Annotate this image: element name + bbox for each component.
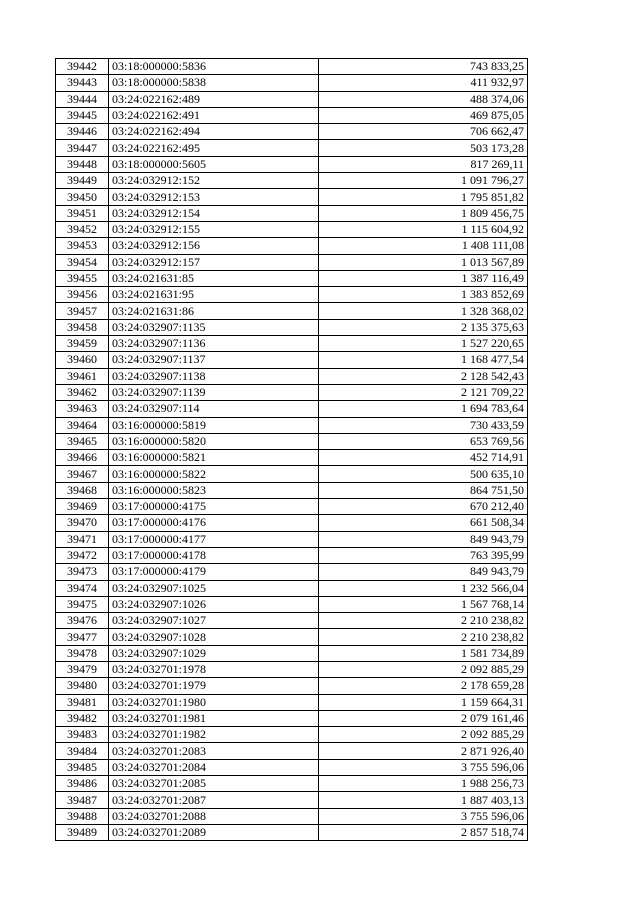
row-number-cell: 39450: [56, 189, 109, 205]
cadastral-number-cell: 03:24:032701:1978: [109, 661, 319, 677]
cadastral-number-cell: 03:16:000000:5819: [109, 417, 319, 433]
row-number-cell: 39451: [56, 205, 109, 221]
cadastral-number-cell: 03:24:032907:114: [109, 401, 319, 417]
cadastral-number-cell: 03:24:032701:1980: [109, 694, 319, 710]
row-number-cell: 39455: [56, 270, 109, 286]
cadastral-number-cell: 03:24:032907:1139: [109, 384, 319, 400]
table-row: [56, 368, 528, 384]
row-number-cell: 39452: [56, 221, 109, 237]
cadastral-number-cell: 03:24:032907:1025: [109, 580, 319, 596]
cadastral-number-cell: 03:24:032701:2087: [109, 792, 319, 808]
cadastral-number-cell: 03:24:021631:86: [109, 303, 319, 319]
cadastral-value-cell: 661 508,34: [319, 515, 528, 531]
table-row: [56, 189, 528, 205]
table-row: [56, 792, 528, 808]
cadastral-number-cell: 03:24:032912:152: [109, 173, 319, 189]
cadastral-value-cell: 817 269,11: [319, 156, 528, 172]
row-number-cell: 39449: [56, 173, 109, 189]
table-row: [56, 661, 528, 677]
cadastral-number-cell: 03:18:000000:5838: [109, 75, 319, 91]
cadastral-value-cell: 1 567 768,14: [319, 596, 528, 612]
row-number-cell: 39457: [56, 303, 109, 319]
table-row: [56, 205, 528, 221]
table-row: [56, 629, 528, 645]
table-row: [56, 238, 528, 254]
row-number-cell: 39467: [56, 466, 109, 482]
table-row: [56, 221, 528, 237]
cadastral-value-cell: 1 581 734,89: [319, 645, 528, 661]
cadastral-value-cell: 849 943,79: [319, 531, 528, 547]
row-number-cell: 39480: [56, 678, 109, 694]
cadastral-number-cell: 03:24:032907:1135: [109, 319, 319, 335]
cadastral-value-cell: 2 121 709,22: [319, 384, 528, 400]
row-number-cell: 39475: [56, 596, 109, 612]
table-row: [56, 270, 528, 286]
row-number-cell: 39446: [56, 124, 109, 140]
row-number-cell: 39466: [56, 450, 109, 466]
cadastral-value-cell: 2 092 885,29: [319, 727, 528, 743]
cadastral-value-table: [55, 58, 528, 841]
cadastral-value-cell: 1 091 796,27: [319, 173, 528, 189]
cadastral-value-cell: 2 210 238,82: [319, 613, 528, 629]
table-row: [56, 776, 528, 792]
cadastral-number-cell: 03:24:022162:495: [109, 140, 319, 156]
cadastral-number-cell: 03:24:032701:1979: [109, 678, 319, 694]
cadastral-value-cell: 1 328 368,02: [319, 303, 528, 319]
cadastral-value-cell: 2 210 238,82: [319, 629, 528, 645]
cadastral-number-cell: 03:24:032701:2084: [109, 759, 319, 775]
table-row: [56, 645, 528, 661]
cadastral-value-cell: 1 809 456,75: [319, 205, 528, 221]
cadastral-number-cell: 03:24:032912:157: [109, 254, 319, 270]
row-number-cell: 39478: [56, 645, 109, 661]
cadastral-number-cell: 03:24:032907:1028: [109, 629, 319, 645]
cadastral-number-cell: 03:24:032701:2085: [109, 776, 319, 792]
row-number-cell: 39488: [56, 808, 109, 824]
cadastral-value-cell: 864 751,50: [319, 482, 528, 498]
table-row: [56, 352, 528, 368]
cadastral-value-cell: 3 755 596,06: [319, 808, 528, 824]
table-row: [56, 401, 528, 417]
row-number-cell: 39445: [56, 107, 109, 123]
row-number-cell: 39489: [56, 824, 109, 840]
table-row: [56, 254, 528, 270]
cadastral-value-cell: 503 173,28: [319, 140, 528, 156]
cadastral-value-cell: 1 527 220,65: [319, 336, 528, 352]
row-number-cell: 39476: [56, 613, 109, 629]
row-number-cell: 39484: [56, 743, 109, 759]
row-number-cell: 39447: [56, 140, 109, 156]
cadastral-value-cell: 2 135 375,63: [319, 319, 528, 335]
row-number-cell: 39487: [56, 792, 109, 808]
cadastral-number-cell: 03:18:000000:5605: [109, 156, 319, 172]
row-number-cell: 39460: [56, 352, 109, 368]
row-number-cell: 39459: [56, 336, 109, 352]
row-number-cell: 39473: [56, 564, 109, 580]
cadastral-number-cell: 03:24:032912:154: [109, 205, 319, 221]
table-row: [56, 466, 528, 482]
cadastral-value-cell: 1 159 664,31: [319, 694, 528, 710]
table-row: [56, 417, 528, 433]
cadastral-value-cell: 2 178 659,28: [319, 678, 528, 694]
row-number-cell: 39442: [56, 59, 109, 75]
cadastral-number-cell: 03:17:000000:4178: [109, 547, 319, 563]
cadastral-value-cell: 452 714,91: [319, 450, 528, 466]
cadastral-number-cell: 03:24:021631:85: [109, 270, 319, 286]
cadastral-number-cell: 03:24:022162:494: [109, 124, 319, 140]
table-row: [56, 531, 528, 547]
cadastral-number-cell: 03:24:032701:1981: [109, 710, 319, 726]
row-number-cell: 39454: [56, 254, 109, 270]
cadastral-number-cell: 03:18:000000:5836: [109, 59, 319, 75]
cadastral-value-cell: 670 212,40: [319, 499, 528, 515]
cadastral-value-cell: 2 079 161,46: [319, 710, 528, 726]
cadastral-number-cell: 03:24:032701:2083: [109, 743, 319, 759]
row-number-cell: 39448: [56, 156, 109, 172]
cadastral-value-cell: 653 769,56: [319, 433, 528, 449]
cadastral-number-cell: 03:17:000000:4177: [109, 531, 319, 547]
cadastral-value-cell: 2 857 518,74: [319, 824, 528, 840]
cadastral-value-cell: 849 943,79: [319, 564, 528, 580]
table-row: [56, 596, 528, 612]
table-row: [56, 808, 528, 824]
cadastral-value-cell: 2 128 542,43: [319, 368, 528, 384]
cadastral-number-cell: 03:16:000000:5820: [109, 433, 319, 449]
cadastral-number-cell: 03:24:032907:1026: [109, 596, 319, 612]
cadastral-number-cell: 03:24:022162:491: [109, 107, 319, 123]
table-row: [56, 107, 528, 123]
row-number-cell: 39477: [56, 629, 109, 645]
row-number-cell: 39461: [56, 368, 109, 384]
row-number-cell: 39468: [56, 482, 109, 498]
table-row: [56, 303, 528, 319]
table-row: [56, 482, 528, 498]
cadastral-number-cell: 03:24:032912:156: [109, 238, 319, 254]
cadastral-value-cell: 469 875,05: [319, 107, 528, 123]
table-row: [56, 336, 528, 352]
row-number-cell: 39471: [56, 531, 109, 547]
cadastral-number-cell: 03:24:032907:1027: [109, 613, 319, 629]
row-number-cell: 39474: [56, 580, 109, 596]
table-row: [56, 727, 528, 743]
table-row: [56, 824, 528, 840]
table-row: [56, 124, 528, 140]
cadastral-number-cell: 03:24:032701:1982: [109, 727, 319, 743]
row-number-cell: 39464: [56, 417, 109, 433]
table-row: [56, 613, 528, 629]
cadastral-number-cell: 03:17:000000:4175: [109, 499, 319, 515]
table-row: [56, 156, 528, 172]
cadastral-value-cell: 1 694 783,64: [319, 401, 528, 417]
row-number-cell: 39472: [56, 547, 109, 563]
row-number-cell: 39465: [56, 433, 109, 449]
table-row: [56, 287, 528, 303]
cadastral-value-cell: 706 662,47: [319, 124, 528, 140]
cadastral-value-cell: 3 755 596,06: [319, 759, 528, 775]
cadastral-value-cell: 1 795 851,82: [319, 189, 528, 205]
table-row: [56, 564, 528, 580]
table-row: [56, 433, 528, 449]
table-row: [56, 547, 528, 563]
table-row: [56, 694, 528, 710]
cadastral-value-cell: 1 013 567,89: [319, 254, 528, 270]
row-number-cell: 39482: [56, 710, 109, 726]
row-number-cell: 39463: [56, 401, 109, 417]
cadastral-value-cell: 743 833,25: [319, 59, 528, 75]
row-number-cell: 39444: [56, 91, 109, 107]
cadastral-value-cell: 1 988 256,73: [319, 776, 528, 792]
cadastral-number-cell: 03:24:032912:153: [109, 189, 319, 205]
cadastral-number-cell: 03:16:000000:5821: [109, 450, 319, 466]
table-row: [56, 678, 528, 694]
row-number-cell: 39443: [56, 75, 109, 91]
table-row: [56, 59, 528, 75]
row-number-cell: 39462: [56, 384, 109, 400]
table-row: [56, 743, 528, 759]
row-number-cell: 39486: [56, 776, 109, 792]
table-row: [56, 710, 528, 726]
table-row: [56, 75, 528, 91]
cadastral-value-cell: 1 232 566,04: [319, 580, 528, 596]
cadastral-value-cell: 1 168 477,54: [319, 352, 528, 368]
table-body: [56, 59, 528, 841]
cadastral-number-cell: 03:24:032907:1138: [109, 368, 319, 384]
cadastral-number-cell: 03:24:022162:489: [109, 91, 319, 107]
cadastral-value-cell: 500 635,10: [319, 466, 528, 482]
row-number-cell: 39456: [56, 287, 109, 303]
cadastral-value-cell: 411 932,97: [319, 75, 528, 91]
row-number-cell: 39479: [56, 661, 109, 677]
cadastral-value-cell: 2 871 926,40: [319, 743, 528, 759]
row-number-cell: 39458: [56, 319, 109, 335]
table-row: [56, 384, 528, 400]
cadastral-number-cell: 03:24:032907:1137: [109, 352, 319, 368]
cadastral-number-cell: 03:16:000000:5823: [109, 482, 319, 498]
cadastral-number-cell: 03:24:032701:2089: [109, 824, 319, 840]
cadastral-value-cell: 1 387 116,49: [319, 270, 528, 286]
cadastral-number-cell: 03:24:021631:95: [109, 287, 319, 303]
table-row: [56, 450, 528, 466]
table-row: [56, 319, 528, 335]
cadastral-number-cell: 03:24:032907:1136: [109, 336, 319, 352]
cadastral-value-cell: 730 433,59: [319, 417, 528, 433]
row-number-cell: 39483: [56, 727, 109, 743]
row-number-cell: 39469: [56, 499, 109, 515]
cadastral-value-cell: 1 408 111,08: [319, 238, 528, 254]
table-row: [56, 91, 528, 107]
cadastral-value-cell: 1 887 403,13: [319, 792, 528, 808]
table-row: [56, 173, 528, 189]
table-row: [56, 580, 528, 596]
row-number-cell: 39453: [56, 238, 109, 254]
cadastral-value-cell: 2 092 885,29: [319, 661, 528, 677]
cadastral-number-cell: 03:17:000000:4176: [109, 515, 319, 531]
row-number-cell: 39481: [56, 694, 109, 710]
table-row: [56, 515, 528, 531]
cadastral-number-cell: 03:16:000000:5822: [109, 466, 319, 482]
cadastral-number-cell: 03:17:000000:4179: [109, 564, 319, 580]
cadastral-number-cell: 03:24:032912:155: [109, 221, 319, 237]
table-row: [56, 499, 528, 515]
row-number-cell: 39485: [56, 759, 109, 775]
cadastral-value-cell: 488 374,06: [319, 91, 528, 107]
table-row: [56, 140, 528, 156]
row-number-cell: 39470: [56, 515, 109, 531]
cadastral-value-cell: 763 395,99: [319, 547, 528, 563]
cadastral-value-cell: 1 115 604,92: [319, 221, 528, 237]
cadastral-number-cell: 03:24:032907:1029: [109, 645, 319, 661]
table-row: [56, 759, 528, 775]
cadastral-number-cell: 03:24:032701:2088: [109, 808, 319, 824]
cadastral-value-cell: 1 383 852,69: [319, 287, 528, 303]
